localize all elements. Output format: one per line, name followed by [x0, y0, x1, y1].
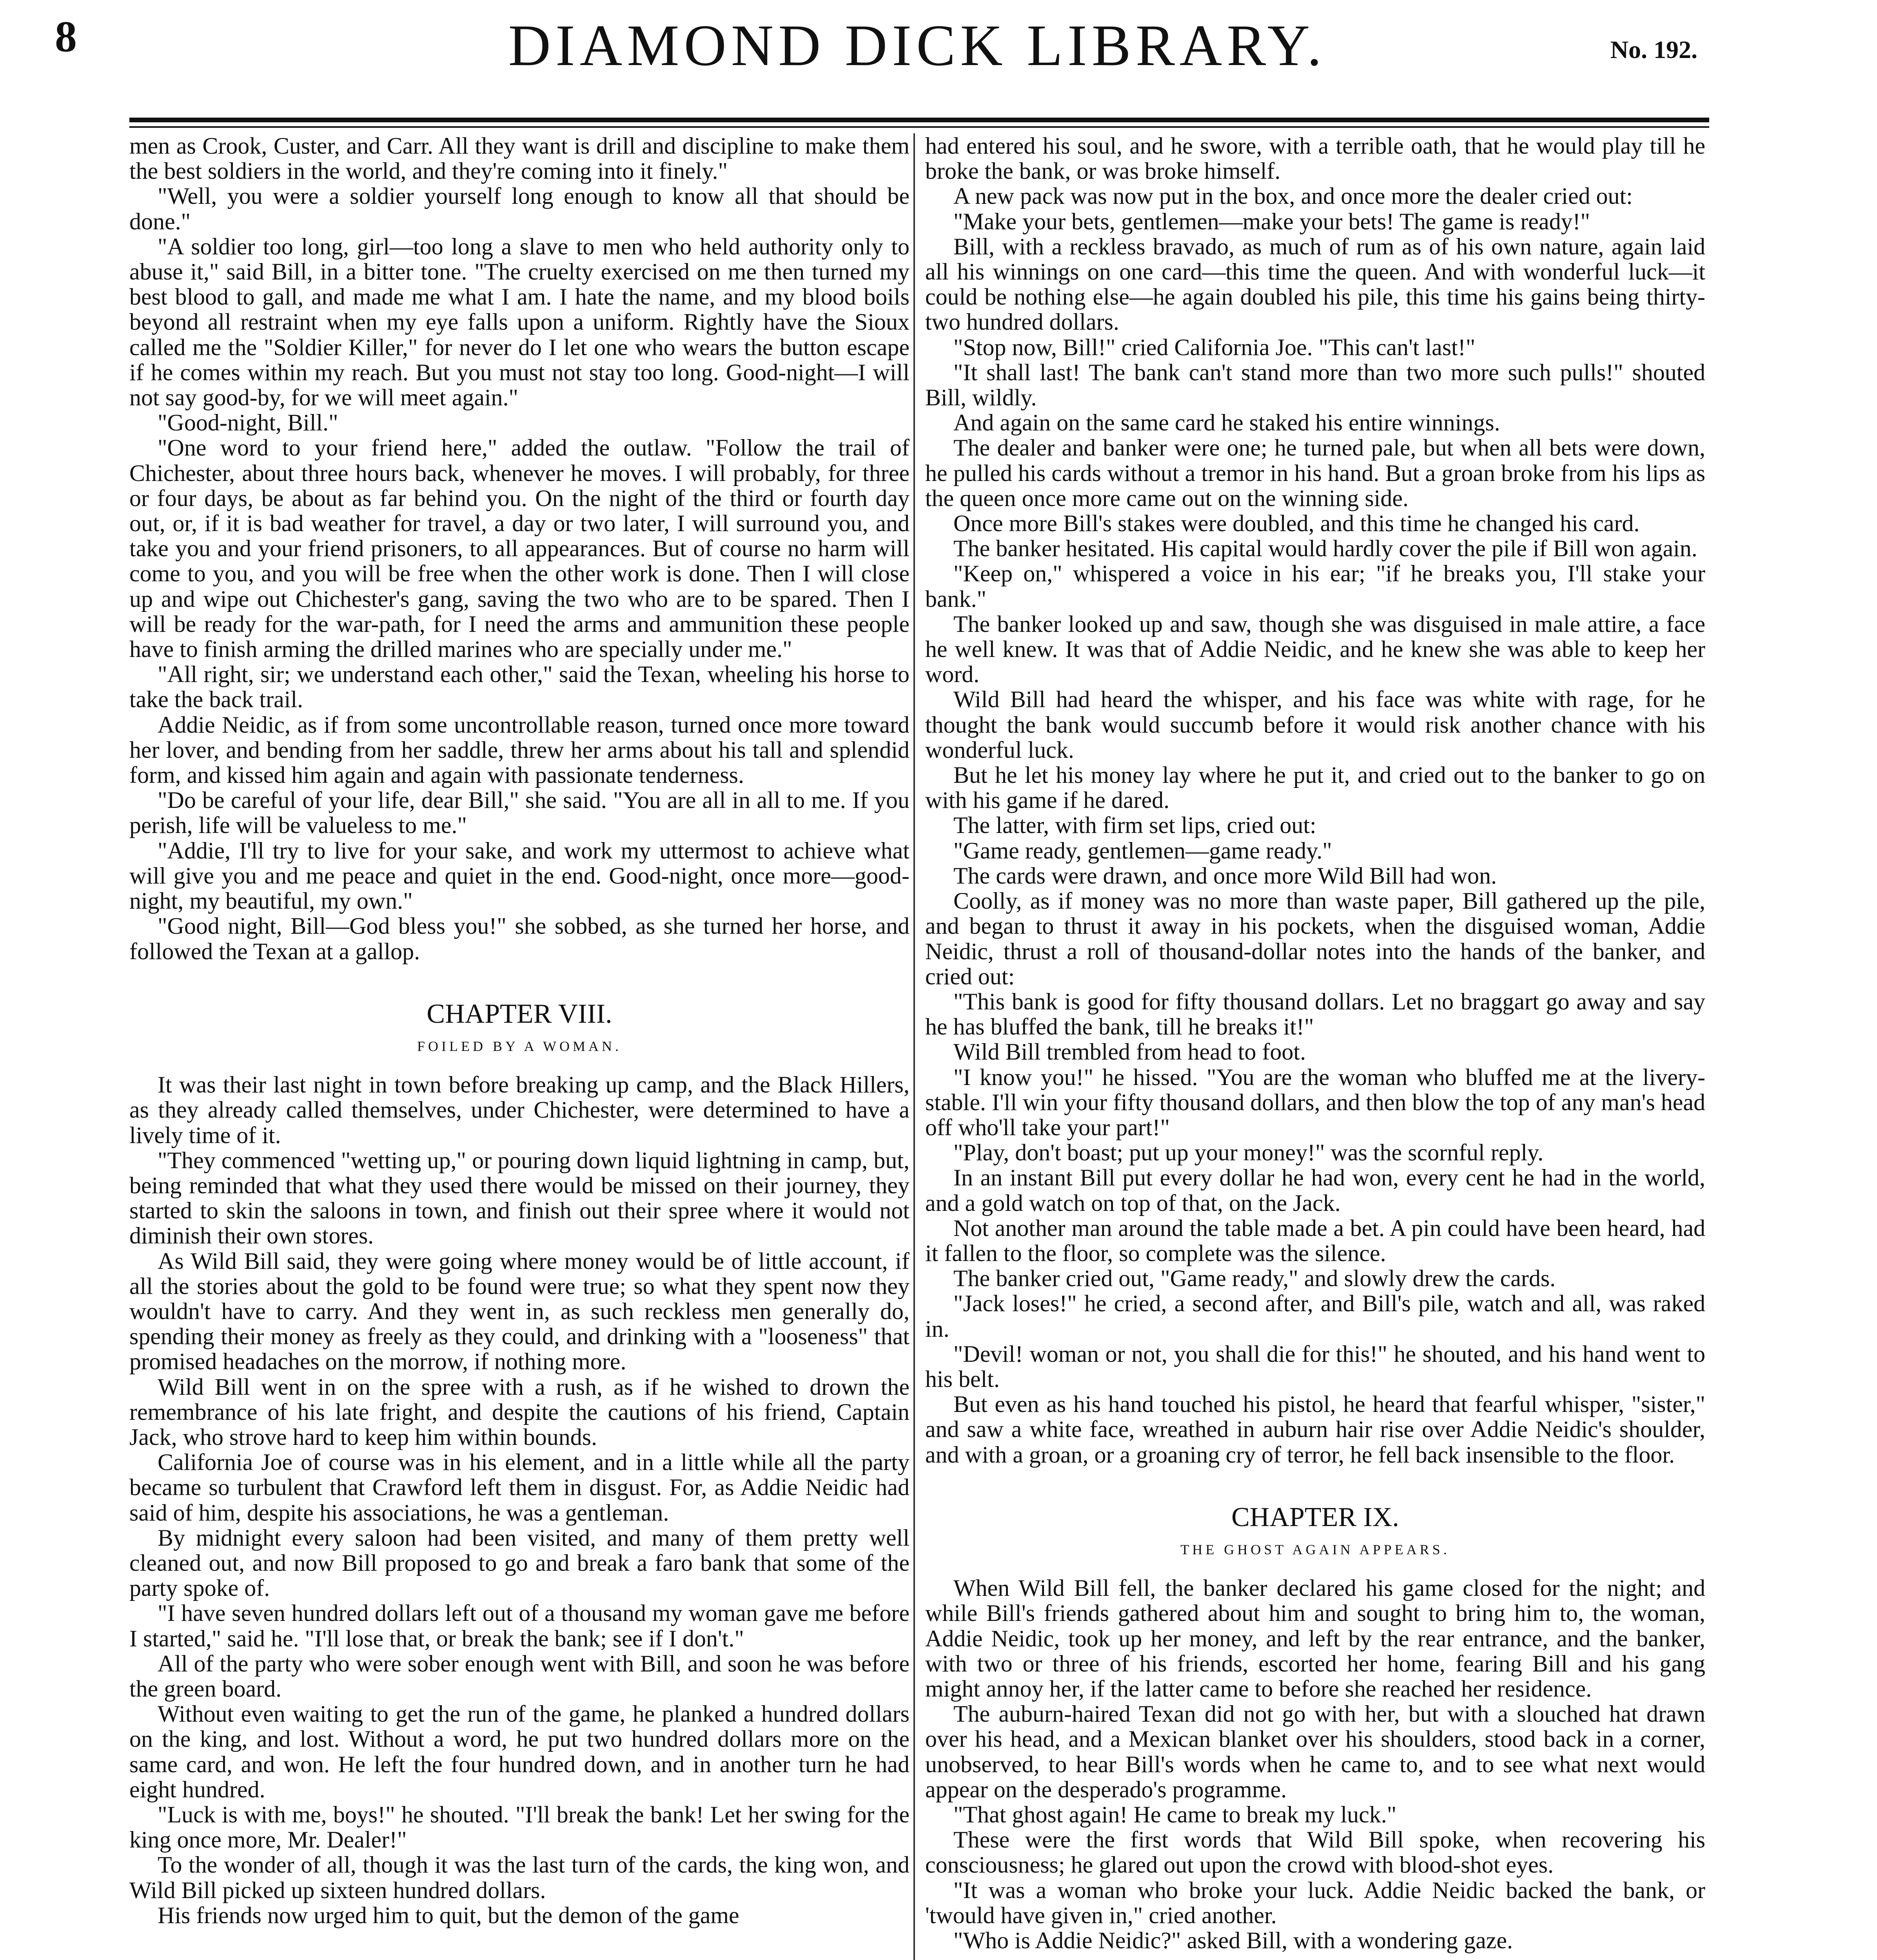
paragraph: "I know you!" he hissed. "You are the woman who bluffed me at the livery-stable. I'll win your fifty thousand dollars, and then blow the top of any man's head off who'll take your part!" [925, 1064, 1705, 1140]
paragraph: The cards were drawn, and once more Wild Bill had won. [953, 862, 1497, 889]
masthead [129, 12, 1705, 122]
paragraph: "Keep on," whispered a voice in his ear; "if he breaks you, I'll stake your bank." [925, 561, 1705, 612]
paragraph: All of the party who were sober enough went with Bill, and soon he was before the green board. [129, 1650, 909, 1702]
paragraph: "It shall last! The bank can't stand more than two more such pulls!" shouted Bill, wildly. [925, 359, 1705, 411]
paragraph: "Luck is with me, boys!" he shouted. "I'll break the bank! Let her swing for the king once more, Mr. Dealer!" [129, 1802, 909, 1853]
chapter-ix-title: CHAPTER IX. [1231, 1502, 1399, 1532]
paragraph: "A soldier too long, girl—too long a slave to men who held authority only to abuse it," said Bill, in a bitter tone. "The cruelty exercised on me then turned my best blood to gall, and made me what I am. I hate the name, and my blood boils beyond all restraint when my eye falls upon a uniform. Rightly have the Sioux called me the "Soldier Killer," for never do I let one who wears the button escape if he comes within my reach. But you must not stay too long. Good-night—I will not say good-by, for we will meet again." [129, 233, 909, 411]
paragraph: "I have seven hundred dollars left out of a thousand my woman gave me before I started," said he. "I'll lose that, or break the bank; see if I don't." [129, 1600, 909, 1651]
library-title: DIAMOND DICK LIBRARY. [508, 13, 1327, 78]
paragraph: But he let his money lay where he put it, and cried out to the banker to go on with his game if he dared. [925, 762, 1705, 813]
paragraph: "Game ready, gentlemen—game ready." [953, 837, 1332, 864]
paragraph: had entered his soul, and he swore, with a terrible oath, that he would play till he broke the bank, or was broke himself. [925, 133, 1705, 184]
paragraph: "Devil! woman or not, you shall die for this!" he shouted, and his hand went to his belt. [925, 1341, 1705, 1392]
page-number: 8 [55, 13, 77, 61]
paragraph: Without even waiting to get the run of the game, he planked a hundred dollars on the king, and lost. Without a word, he put two hundred dollars more on the same card, and won. He left the four hundred down, and in another turn he had eight hundred. [129, 1701, 909, 1802]
paragraph: "One word to your friend here," added the outlaw. "Follow the trail of Chichester, about three hours back, whenever he moves. I will probably, for three or four days, be about as far behind you. On the night of the third or fourth day out, or, if it is bad weather for travel, a day or two later, I will surround you, and take you and your friend prisoners, to all appearances. But of course no harm will come to you, and you will be free when the other work is done. Then I will close up and wipe out Chichester's gang, saving the two who are to be spared. Then I will be ready for the war-path, for I need the arms and ammunition these people have to finish arming the drilled marines who are specially under me." [129, 435, 909, 662]
left-text-after-chapter [129, 1072, 909, 1928]
paragraph: "Stop now, Bill!" cried California Joe. "This can't last!" [953, 334, 1476, 360]
paragraph: These were the first words that Wild Bill spoke, when recovering his consciousness; he glared out upon the crowd with blood-shot eyes. [925, 1827, 1705, 1878]
right-text-after-chapter [925, 1575, 1705, 1953]
paragraph: "All right, sir; we understand each other," said the Texan, wheeling his horse to take the back trail. [129, 661, 909, 713]
paragraph: "Do be careful of your life, dear Bill," she said. "You are all in all to me. If you perish, life will be valueless to me." [129, 787, 909, 838]
paragraph: As Wild Bill said, they were going where money would be of little account, if all the stories about the gold to be found were true; so what they spent now they wouldn't have to carry. And they went in, as such reckless men generally do, spending their money as freely as they could, and drinking with a "looseness" that promised headaches on the morrow, if nothing more. [129, 1248, 909, 1375]
paragraph: When Wild Bill fell, the banker declared his game closed for the night; and while Bill's friends gathered about him and sought to bring him to, the woman, Addie Neidic, took up her money, and left by the rear entrance, and the banker, with two or three of his friends, escorted her home, fearing Bill and his gang might annoy her, if the latter came to before she reached her residence. [925, 1575, 1705, 1702]
paragraph: Wild Bill went in on the spree with a rush, as if he wished to drown the remembrance of his late fright, and despite the cautions of his friend, Captain Jack, who strove hard to keep him within bounds. [129, 1374, 909, 1450]
paragraph: And again on the same card he staked his entire winnings. [953, 410, 1500, 436]
paragraph: "Good night, Bill—God bless you!" she sobbed, as she turned her horse, and followed the Texan at a gallop. [129, 913, 909, 964]
paragraph: "Who is Addie Neidic?" asked Bill, with a wondering gaze. [953, 1927, 1513, 1954]
paragraph: The banker cried out, "Game ready," and slowly drew the cards. [953, 1265, 1556, 1292]
paragraph: "This bank is good for fifty thousand dollars. Let no braggart go away and say he has bluffed the bank, till he breaks it!" [925, 988, 1705, 1040]
chapter-viii-subtitle: FOILED BY A WOMAN. [417, 1038, 622, 1054]
paragraph: It was their last night in town before breaking up camp, and the Black Hillers, as they already called themselves, under Chichester, were determined to have a lively time of it. [129, 1072, 909, 1148]
right-column [925, 133, 1705, 1960]
paragraph: The banker hesitated. His capital would hardly cover the pile if Bill won again. [953, 535, 1697, 562]
paragraph: "It was a woman who broke your luck. Addie Neidic backed the bank, or 'twould have given in," cried another. [925, 1877, 1705, 1928]
paragraph: But even as his hand touched his pistol, he heard that fearful whisper, "sister," and saw a white face, wreathed in auburn hair rise over Addie Neidic's shoulder, and with a groan, or a groaning cry of terror, he fell back insensible to the floor. [925, 1391, 1705, 1468]
paragraph: "Good-night, Bill." [158, 410, 338, 436]
right-text-before-chapter [925, 133, 1705, 1467]
paragraph: The latter, with firm set lips, cried out: [953, 812, 1316, 838]
paragraph: "Jack loses!" he cried, a second after, and Bill's pile, watch and all, was raked in. [925, 1290, 1705, 1342]
header-rule [129, 118, 1709, 122]
paragraph: "They commenced "wetting up," or pouring down liquid lightning in camp, but, being reminded that what they used there would be missed on their journey, they started to skin the saloons in town, and finish out their spree where it would not diminish their own stores. [129, 1147, 909, 1249]
paragraph: By midnight every saloon had been visited, and many of them pretty well cleaned out, and now Bill proposed to go and break a faro bank that some of the party spoke of. [129, 1524, 909, 1601]
paragraph: "Well, you were a soldier yourself long enough to know all that should be done." [129, 183, 909, 234]
paragraph: "Play, don't boast; put up your money!" was the scornful reply. [953, 1140, 1544, 1166]
paragraph: Wild Bill had heard the whisper, and his face was white with rage, for he thought the bank would succumb before it would risk another chance with his wonderful luck. [925, 686, 1705, 763]
chapter-ix-subtitle: THE GHOST AGAIN APPEARS. [1180, 1541, 1450, 1557]
column-divider [913, 133, 915, 1960]
paragraph: His friends now urged him to quit, but the demon of the game [158, 1902, 739, 1928]
paragraph: In an instant Bill put every dollar he had won, every cent he had in the world, and a gold watch on top of that, on the Jack. [925, 1165, 1705, 1216]
left-text-before-chapter [129, 133, 909, 964]
paragraph: California Joe of course was in his element, and in a little while all the party became so turbulent that Crawford left them in disgust. For, as Addie Neidic had said of him, despite his associations, he was a gentleman. [129, 1449, 909, 1526]
paragraph: Addie Neidic, as if from some uncontrollable reason, turned once more toward her lover, and bending from her saddle, threw her arms about his tall and splendid form, and kissed him again and again with passionate tenderness. [129, 711, 909, 788]
paragraph: The banker looked up and saw, though she was disguised in male attire, a face he well knew. It was that of Addie Neidic, and he knew she was able to keep her word. [925, 611, 1705, 688]
paragraph: To the wonder of all, though it was the last turn of the cards, the king won, and Wild Bill picked up sixteen hundred dollars. [129, 1852, 909, 1903]
paragraph: "Make your bets, gentlemen—make your bets! The game is ready!" [953, 208, 1590, 234]
paragraph: Once more Bill's stakes were doubled, and this time he changed his card. [953, 510, 1640, 537]
header-rule-thin [129, 126, 1709, 128]
left-column [129, 133, 909, 1960]
paragraph: Bill, with a reckless bravado, as much of rum as of his own nature, again laid all his winnings on one card—this time the queen. And with wonderful luck—it could be nothing else—he again doubled his pile, this time his gains being thirty-two hundred dollars. [925, 233, 1705, 335]
chapter-viii-title: CHAPTER VIII. [427, 998, 612, 1029]
paragraph: "That ghost again! He came to break my luck." [953, 1802, 1397, 1828]
issue-number: No. 192. [1610, 36, 1697, 64]
paragraph: Not another man around the table made a bet. A pin could have been heard, had it fallen to the floor, so complete was the silence. [925, 1215, 1705, 1266]
paragraph: Coolly, as if money was no more than waste paper, Bill gathered up the pile, and began to thrust it away in his pockets, when the disguised woman, Addie Neidic, thrust a roll of thousand-dollar notes into the hands of the banker, and cried out: [925, 888, 1705, 989]
paragraph: The auburn-haired Texan did not go with her, but with a slouched hat drawn over his head, and a Mexican blanket over his shoulders, stood back in a corner, unobserved, to hear Bill's words when he came to, and to see what next would appear on the desperado's programme. [925, 1701, 1705, 1802]
paragraph: men as Crook, Custer, and Carr. All they want is drill and discipline to make them the best soldiers in the world, and they're coming into it finely." [129, 133, 909, 184]
paragraph: "Addie, I'll try to live for your sake, and work my uttermost to achieve what will give you and me peace and quiet in the end. Good-night, once more—good-night, my beautiful, my own." [129, 837, 909, 914]
paragraph: Wild Bill trembled from head to foot. [953, 1039, 1306, 1065]
paragraph: The dealer and banker were one; he turned pale, but when all bets were down, he pulled his cards without a tremor in his hand. But a groan broke from his lips as the queen once more came out on the winning side. [925, 435, 1705, 511]
paragraph: A new pack was now put in the box, and once more the dealer cried out: [953, 183, 1633, 209]
